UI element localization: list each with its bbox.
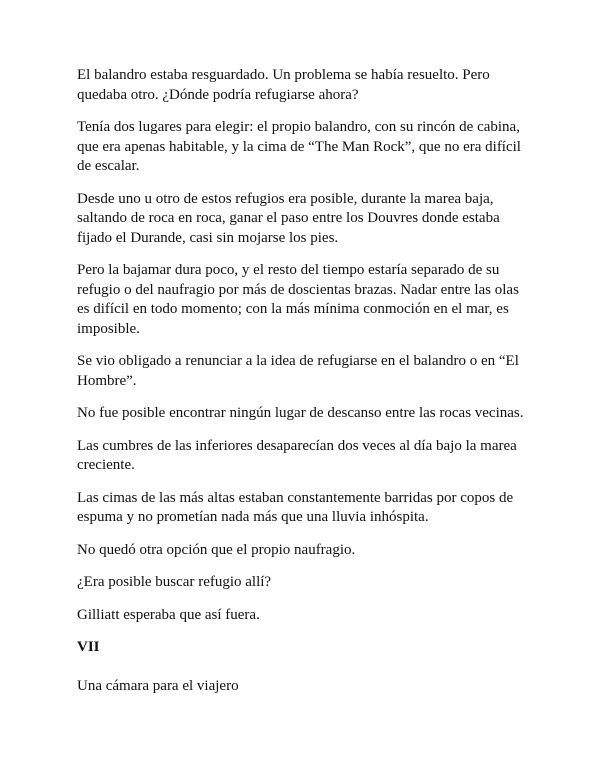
paragraph-5: Se vio obligado a renunciar a la idea de refugiarse en el balandro o en “El Hombre”. bbox=[77, 353, 519, 389]
document-page bbox=[77, 66, 527, 709]
paragraph-7: Las cumbres de las inferiores desaparecían dos veces al día bajo la marea creciente. bbox=[77, 437, 517, 473]
paragraph-11: Gilliatt esperaba que así fuera. bbox=[77, 606, 260, 623]
paragraph-6: No fue posible encontrar ningún lugar de descanso entre las rocas vecinas. bbox=[77, 405, 524, 421]
chapter-title: Una cámara para el viajero bbox=[77, 677, 239, 694]
paragraph-10: ¿Era posible buscar refugio allí? bbox=[77, 574, 272, 590]
chapter-number: VII bbox=[77, 639, 100, 655]
paragraph-3: Desde uno u otro de estos refugios era posible, durante la marea baja, saltando de roca en roca, ganar el paso entre los Douvres donde estaba fijado el Durande, casi sin mojarse los pies. bbox=[77, 190, 500, 246]
paragraph-2: Tenía dos lugares para elegir: el propio balandro, con su rincón de cabina, que era apenas habitable, y la cima de “The Man Rock”, que no era difícil de escalar. bbox=[77, 119, 521, 174]
paragraph-8: Las cimas de las más altas estaban constantemente barridas por copos de espuma y no prometían nada más que una lluvia inhóspita. bbox=[77, 489, 514, 525]
paragraph-4: Pero la bajamar dura poco, y el resto del tiempo estaría separado de su refugio o del naufragio por más de doscientas brazas. Nadar entre las olas es difícil en todo momento; con la más mínima conmoción en el mar, es imposible. bbox=[77, 262, 519, 337]
paragraph-1: El balandro estaba resguardado. Un problema se había resuelto. Pero quedaba otro. ¿Dónde podría refugiarse ahora? bbox=[77, 67, 490, 103]
paragraph-9: No quedó otra opción que el propio naufragio. bbox=[77, 541, 356, 558]
